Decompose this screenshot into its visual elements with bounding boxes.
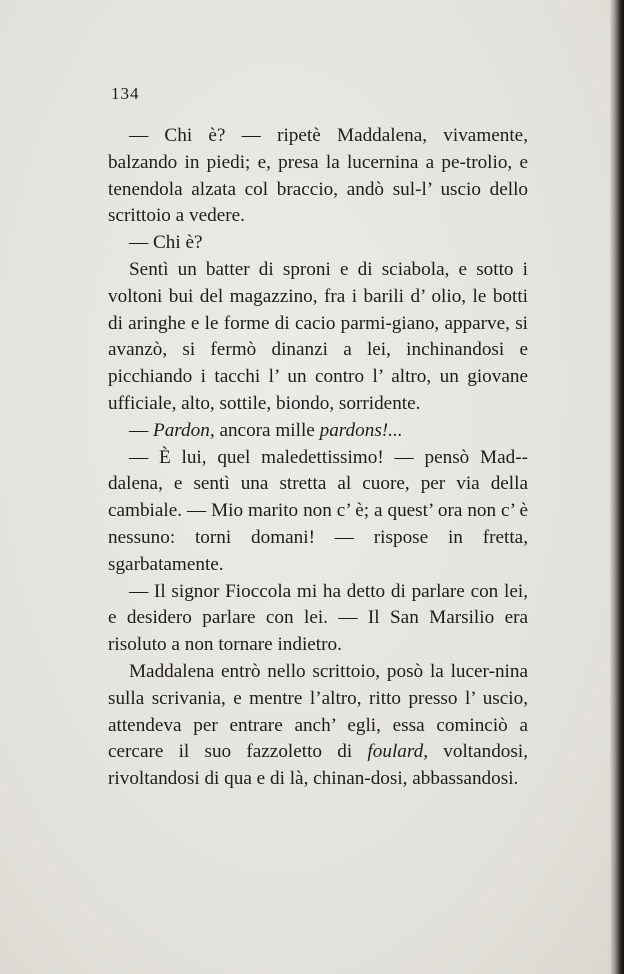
paragraph-6: — Il signor Fioccola mi ha detto di parlare con lei, e desidero parlare con lei. — Il San Marsilio era risoluto a non tornare indietro. [108,580,528,656]
paragraph-4 [108,418,528,445]
paragraph-4-middle: ancora mille [214,419,320,441]
paragraph-3: Sentì un batter di sproni e di sciabola, e sotto i voltoni bui del magazzino, fra i barili d’ olio, le botti di aringhe e le forme di cacio parmi-giano, apparve, si avanzò, si fermò dinanzi a lei, inchinandosi e picchiando i tacchi l’ un contro l’ altro, un giovane ufficiale, alto, sottile, biondo, sorridente. [108,258,528,414]
paragraph-5: — È lui, quel maledettissimo! — pensò Mad-dalena, e sentì una stretta al cuore, per via della cambiale. — Mio marito non c’ è; a quest’ ora non c’ è nessuno: torni domani! — rispose in fretta, sgarbatamente. [108,446,528,575]
paragraph-1: — Chi è? — ripetè Maddalena, vivamente, balzando in piedi; e, presa la lucernina a pe-trolio, e tenendola alzata col braccio, andò sul-l’ uscio dello scrittoio a vedere. [108,125,528,227]
paragraph-7 [108,659,528,793]
page-number: 134 [111,84,140,103]
paragraph-7-italic: foulard, [367,741,429,763]
paragraph-7-end: voltandosi, rivoltandosi di qua e di là, chinan-dosi, abbassandosi. [108,741,528,790]
paragraph-4-dash: — [129,419,153,441]
paragraph-7-start: Maddalena entrò nello scrittoio, posò la lucer-nina sulla scrivania, e mentre l’altro, ritto presso l’ uscio, attendeva per entrare anch’ egli, essa cominciò a cercare il suo fazzoletto di [108,660,528,763]
paragraph-4-italic-2: pardons!... [319,419,403,441]
paragraph-2: — Chi è? [129,232,203,254]
page-binding-edge [610,0,624,974]
body-text [108,123,528,793]
paragraph-4-italic-1: Pardon, [152,419,215,441]
